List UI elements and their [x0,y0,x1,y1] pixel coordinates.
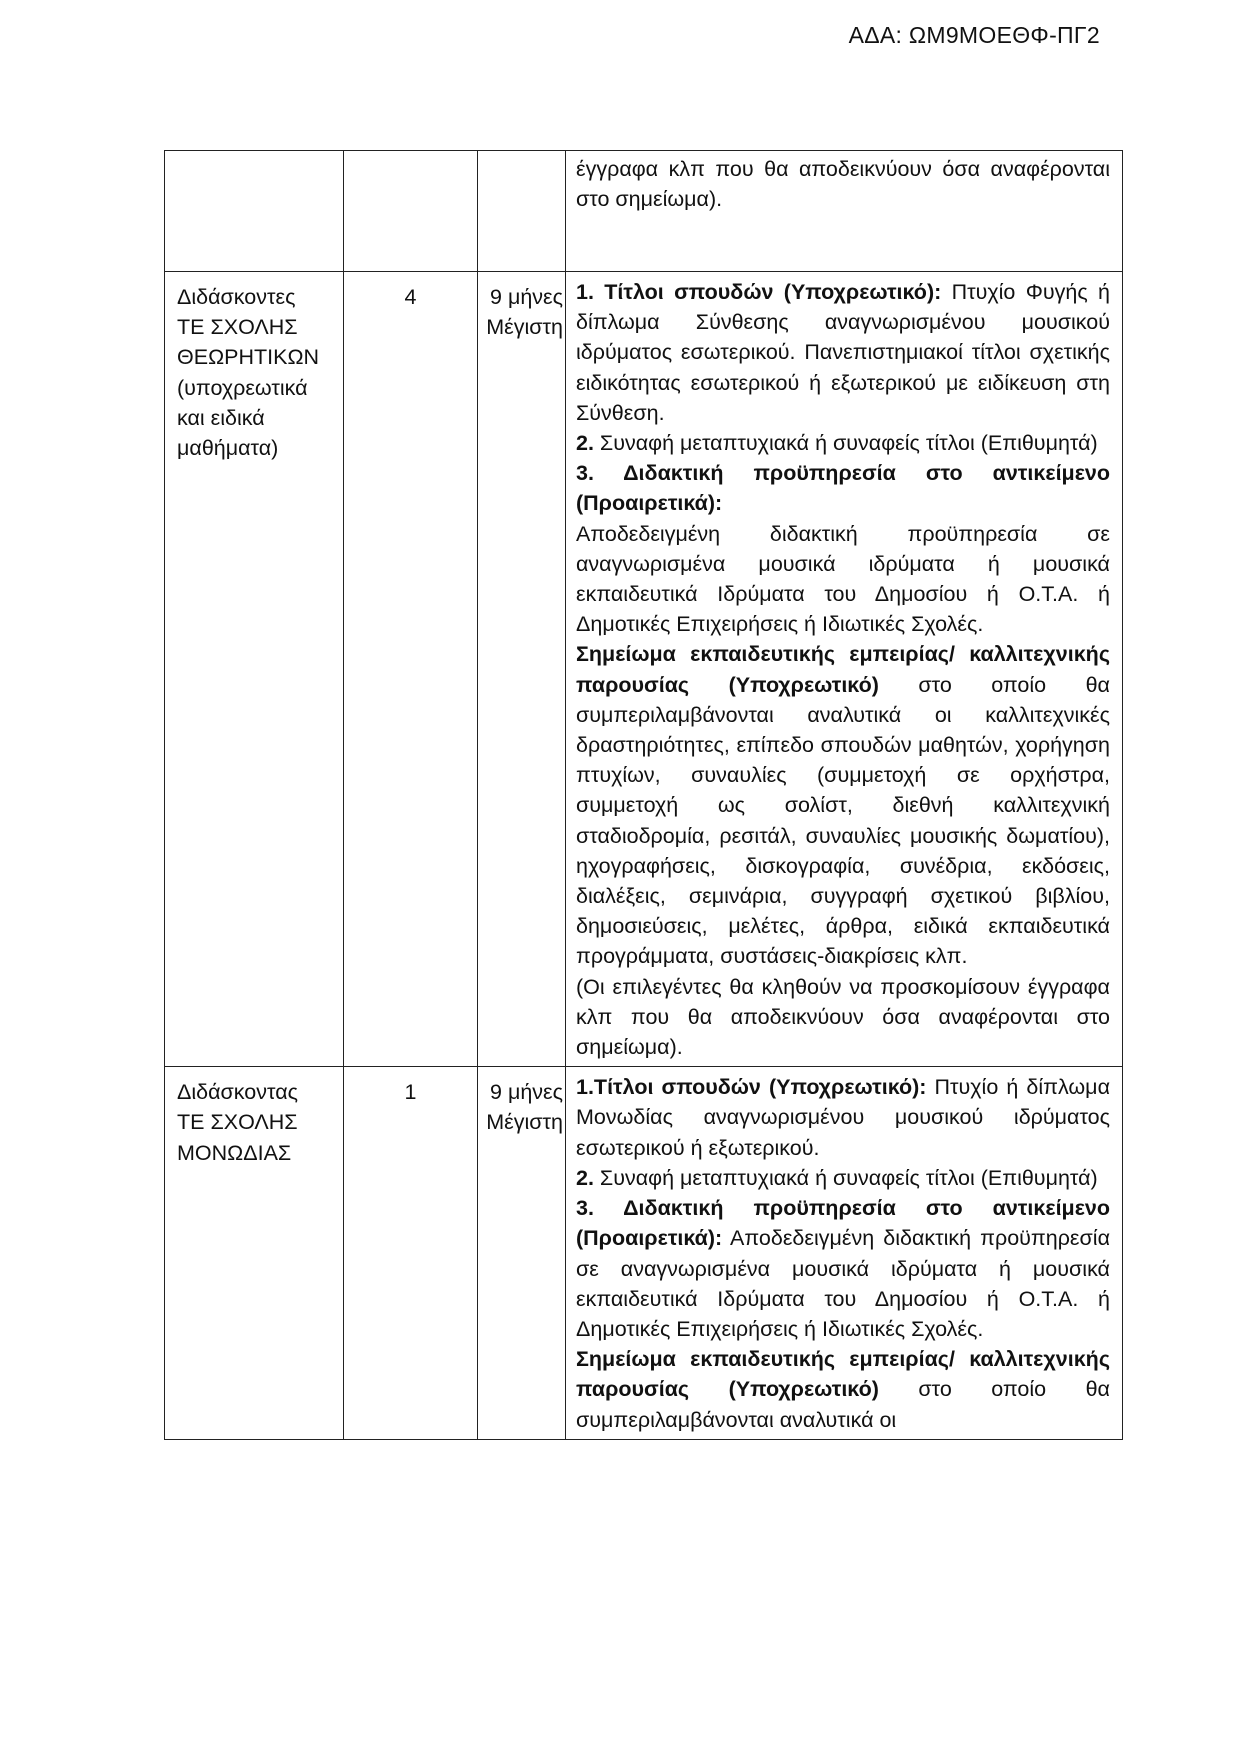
requirement-2-number: 2. [576,1165,594,1190]
specialty-cell [165,272,344,1067]
document-ada-code: ΑΔΑ: ΩΜ9ΜΟΕΘΦ-ΠΓ2 [848,22,1100,48]
duration-line: 9 μήνες [490,1080,563,1105]
note-label: Σημείωμα εκπαιδευτικής εμπειρίας/ καλλιτεχνικής παρουσίας (Υποχρεωτικό) [576,642,1110,697]
duration-cell [478,151,566,272]
table-row [165,1067,1123,1439]
duration-cell [478,1067,566,1439]
specialty-line: Διδάσκοντας [177,1080,298,1105]
duration-line: Μέγιστη [486,315,563,340]
count-cell [344,151,478,272]
requirement-1 [576,277,1110,428]
continuation-text: έγγραφα κλπ που θα αποδεικνύουν όσα αναφέρονται στο σημείωμα). [576,157,1110,212]
specialty-line: ΤΕ ΣΧΟΛΗΣ [177,1110,298,1135]
count-cell: 1 [344,1067,478,1439]
specialty-line: μαθήματα) [177,436,279,461]
requirement-2 [576,1163,1110,1193]
requirement-3-text: Αποδεδειγμένη διδακτική προϋπηρεσία σε αναγνωρισμένα μουσικά ιδρύματα ή μουσικά εκπαιδευτικά Ιδρύματα του Δημοσίου ή Ο.Τ.Α. ή Δημοτικές Επιχειρήσεις ή Ιδιωτικές Σχολές. [576,521,1110,637]
note-label: Σημείωμα εκπαιδευτικής εμπειρίας/ καλλιτεχνικής παρουσίας (Υποχρεωτικό) [576,1347,1110,1402]
table-row [165,151,1123,272]
closing-text: (Οι επιλεγέντες θα κληθούν να προσκομίσουν έγγραφα κλπ που θα αποδεικνύουν όσα αναφέρονται στο σημείωμα). [576,974,1110,1060]
specialty-line: και ειδικά [177,405,265,430]
requirement-1 [576,1072,1110,1163]
duration-line: Μέγιστη [486,1110,563,1135]
note-text: στο οποίο θα συμπεριλαμβάνονται αναλυτικά οι καλλιτεχνικές δραστηριότητες, επίπεδο σπουδών μαθητών, χορήγηση πτυχίων, συναυλίες (συμμετοχή σε ορχήστρα, συμμετοχή ως σολίστ, διεθνή καλλιτεχνική σταδιοδρομία, ρεσιτάλ, συναυλίες μουσικής δωματίου), ηχογραφήσεις, δισκογραφία, συνέδρια, εκδόσεις, διαλέξεις, σεμινάρια, συγγραφή σχετικού βιβλίου, δημοσιεύσεις, μελέτες, άρθρα, ειδικά εκπαιδευτικά προγράμματα, συστάσεις-διακρίσεις κλπ. [576,672,1110,969]
requirement-1-label: 1.Τίτλοι σπουδών (Υποχρεωτικό): [576,1075,927,1100]
requirement-1-label: 1. Τίτλοι σπουδών (Υποχρεωτικό): [576,280,942,304]
positions-table [164,150,1123,1440]
note-paragraph [576,639,1110,971]
specialty-cell [165,1067,344,1439]
requirement-2-text: Συναφή μεταπτυχιακά ή συναφείς τίτλοι (Επιθυμητά) [593,431,1098,456]
specialty-line: ΤΕ ΣΧΟΛΗΣ [177,315,298,340]
requirements-cell [566,1067,1123,1439]
requirement-1-text: Πτυχίο ή δίπλωμα Μονωδίας αναγνωρισμένου μουσικού ιδρύματος εσωτερικού ή εξωτερικού. [576,1075,1111,1160]
specialty-line: ΘΕΩΡΗΤΙΚΩΝ [177,345,320,370]
requirement-3-label: 3. Διδακτική προϋπηρεσία στο αντικείμενο (Προαιρετικά): [576,1196,1110,1251]
requirement-2-text: Συναφή μεταπτυχιακά ή συναφείς τίτλοι (Επιθυμητά) [593,1165,1098,1190]
requirement-3-label: 3. Διδακτική προϋπηρεσία στο αντικείμενο (Προαιρετικά): [576,461,1110,516]
requirements-cell [566,272,1123,1067]
count-cell: 4 [344,272,478,1067]
note-text: στο οποίο θα συμπεριλαμβάνονται αναλυτικά οι [576,1377,1110,1432]
requirement-2 [576,428,1110,458]
requirements-cell [566,151,1123,272]
duration-cell [478,272,566,1067]
requirement-3-text: Αποδεδειγμένη διδακτική προϋπηρεσία σε αναγνωρισμένα μουσικά ιδρύματα ή μουσικά εκπαιδευτικά Ιδρύματα του Δημοσίου ή Ο.Τ.Α. ή Δημοτικές Επιχειρήσεις ή Ιδιωτικές Σχολές. [576,1226,1110,1341]
requirement-2-number: 2. [576,431,594,456]
duration-line: 9 μήνες [490,285,563,309]
requirement-3 [576,1193,1110,1344]
specialty-line: ΜΟΝΩΔΙΑΣ [177,1140,292,1165]
note-paragraph [576,1344,1110,1435]
requirement-1-text: Πτυχίο Φυγής ή δίπλωμα Σύνθεσης αναγνωρισμένου μουσικού ιδρύματος εσωτερικού. Πανεπιστημιακοί τίτλοι σχετικής ειδικότητας εσωτερικού ή εξωτερικού με ειδίκευση στη Σύνθεση. [576,280,1110,425]
table-row [165,272,1123,1067]
specialty-line: (υποχρεωτικά [177,375,308,400]
specialty-cell [165,151,344,272]
specialty-line: Διδάσκοντες [177,285,296,309]
